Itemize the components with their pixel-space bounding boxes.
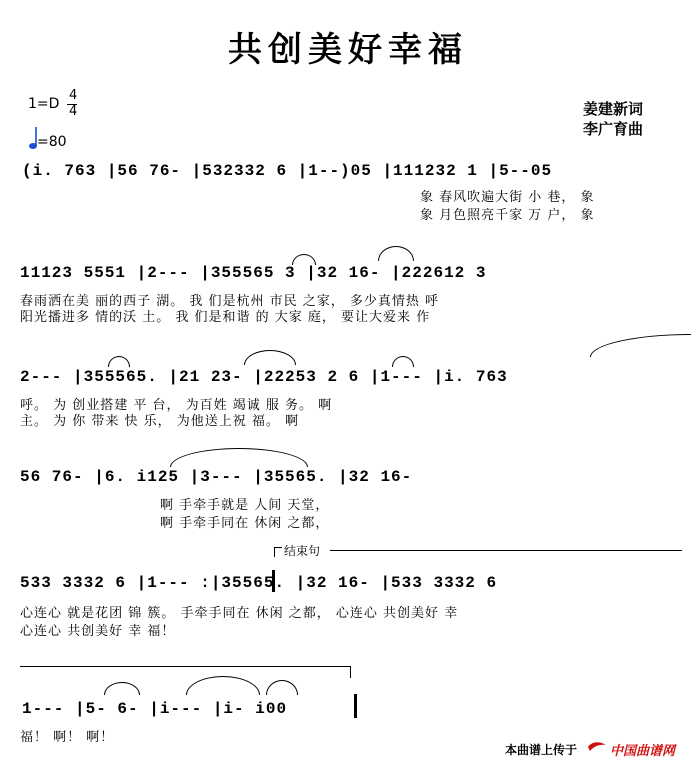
lyric-row-5-verse-1: 心连心 就是花团 锦 簇。 手牵手同在 休闲 之都， 心连心 共创美好 幸	[20, 606, 459, 621]
lyric-row-1-verse-2: 象 月色照亮千家 万 户， 象	[420, 208, 595, 223]
tempo-marking: =80	[37, 134, 67, 150]
slur	[378, 246, 414, 261]
composer-credit: 李广育曲	[583, 120, 644, 138]
slur	[108, 356, 130, 367]
time-signature-bottom: 4	[69, 104, 78, 119]
ending-bracket	[350, 666, 351, 678]
notation-row-1: (i. 763 |56 76- |532332 6 |1--)05 |111232 1 |5--05	[22, 162, 553, 180]
lyricist-credit: 姜建新词	[583, 100, 644, 118]
ending-bracket	[274, 547, 275, 557]
ending-bracket	[274, 547, 282, 548]
lyric-row-3-verse-2: 主。 为 你 带来 快 乐， 为他送上祝 福。 啊	[20, 414, 300, 429]
ending-bracket-line	[20, 666, 350, 667]
ending-marker: 结束句	[284, 544, 321, 558]
lyric-row-3-verse-1: 呼。 为 创业搭建 平 台， 为百姓 竭诚 服 务。 啊	[20, 398, 333, 413]
slur	[170, 448, 308, 467]
footer-text: 本曲谱上传于	[505, 743, 578, 757]
slur	[392, 356, 414, 367]
lyric-row-4-verse-1: 啊 手牵手就是 人间 天堂，	[160, 498, 330, 513]
slur	[186, 676, 260, 695]
notation-row-3: 2--- |355565. |21 23- |22253 2 6 |1--- |i. 763	[20, 368, 508, 386]
final-barline	[354, 694, 357, 718]
phrase-slur	[590, 334, 691, 357]
notation-row-5: 533 3332 6 |1--- :|35565. |32 16- |533 3332 6	[20, 574, 498, 592]
lyric-row-6: 福！ 啊！ 啊！	[20, 730, 115, 745]
slur	[104, 682, 140, 695]
site-logo-text[interactable]: 中国曲谱网	[610, 744, 676, 759]
lyric-row-2-verse-1: 春雨洒在美 丽的西子 湖。 我 们是杭州 市民 之家， 多少真情热 呼	[20, 294, 440, 309]
site-logo-icon	[586, 739, 608, 755]
lyric-row-1-verse-1: 象 春风吹遍大街 小 巷， 象	[420, 190, 595, 205]
lyric-row-2-verse-2: 阳光播进多 情的沃 土。 我 们是和谐 的 大家 庭， 要让大爱来 作	[20, 310, 431, 325]
notation-row-2: 11123 5551 |2--- |355565 3 |32 16- |222612 3	[20, 264, 487, 282]
song-title: 共创美好幸福	[228, 30, 468, 70]
time-signature-top: 4	[69, 88, 78, 103]
lyric-row-5-verse-2: 心连心 共创美好 幸 福！	[20, 624, 176, 639]
key-signature: 1=D	[28, 96, 60, 112]
ending-bracket-line	[330, 550, 682, 551]
slur	[266, 680, 298, 695]
slur	[244, 350, 296, 365]
lyric-row-4-verse-2: 啊 手牵手同在 休闲 之都，	[160, 516, 330, 531]
notation-row-6: 1--- |5- 6- |i--- |i- i00	[22, 700, 288, 718]
notation-row-4: 56 76- |6. i125 |3--- |35565. |32 16-	[20, 468, 413, 486]
